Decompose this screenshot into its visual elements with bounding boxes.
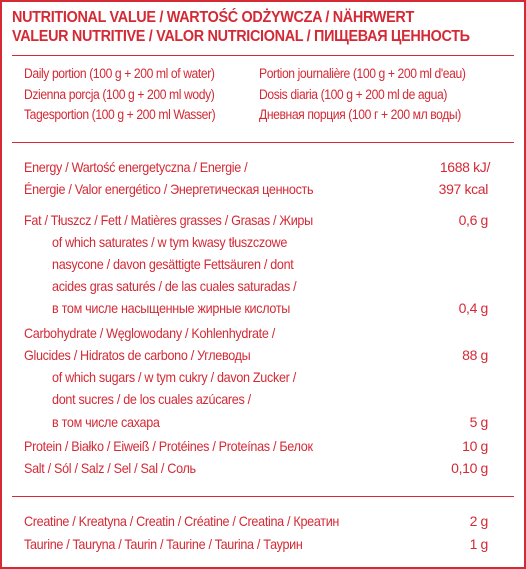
- creatine-label: Creatine / Kreatyna / Creatin / Créatine / Creatina / Креатин: [24, 513, 340, 529]
- title-line-1: NUTRITIONAL VALUE / WARTOŚĆ ODŻYWCZA / NÄHRWERT: [12, 9, 414, 26]
- divider: [12, 142, 514, 143]
- sugars-line: [52, 366, 488, 389]
- saturates-text: nasycone / davon gesättigte Fettsäuren / dont: [52, 256, 294, 272]
- saturates-line: [52, 253, 488, 276]
- energy-label-2: Énergie / Valor energético / Энергетическая ценность: [24, 181, 314, 197]
- portion-pl: Dzienna porcja (100 g + 200 ml wody): [24, 86, 215, 102]
- saturates-value: 0,4 g: [458, 300, 488, 316]
- sugars-line: [52, 388, 488, 411]
- energy-kj-value: 1688 kJ/: [439, 159, 490, 175]
- divider: [12, 496, 514, 497]
- saturates-line: [52, 231, 488, 254]
- sugars-value: 5 g: [469, 414, 488, 430]
- portion-fr: Portion journalière (100 g + 200 ml d'eau): [259, 66, 466, 81]
- saturates-text: в том числе насыщенные жирные кислоты: [52, 300, 291, 316]
- saturates-line: [52, 275, 488, 298]
- protein-row: [24, 435, 488, 458]
- salt-row: [24, 457, 488, 480]
- saturates-text: acides gras saturés / de las cuales saturadas /: [52, 278, 297, 294]
- sugars-line: [52, 411, 488, 434]
- salt-value: 0,10 g: [451, 460, 488, 476]
- creatine-row: [24, 510, 488, 533]
- carbohydrate-row: [24, 322, 488, 345]
- salt-label: Salt / Sól / Salz / Sel / Sal / Соль: [24, 460, 196, 476]
- portion-es: Dosis diaria (100 g + 200 ml de agua): [259, 86, 447, 102]
- carbohydrate-value: 88 g: [462, 347, 488, 363]
- creatine-value: 2 g: [469, 513, 488, 529]
- fat-row: [24, 209, 488, 232]
- saturates-line: [52, 297, 488, 320]
- portion-de: Tagesportion (100 g + 200 ml Wasser): [24, 107, 216, 122]
- portion-ru: Дневная порция (100 г + 200 мл воды): [259, 107, 461, 122]
- sugars-text: в том числе сахара: [52, 414, 160, 430]
- taurine-row: [24, 533, 488, 556]
- fat-value: 0,6 g: [458, 212, 488, 228]
- energy-kcal-value: 397 kcal: [438, 181, 488, 197]
- protein-label: Protein / Białko / Eiweiß / Protéines / Proteínas / Белок: [24, 438, 313, 454]
- portion-left: [24, 64, 215, 126]
- saturates-text: of which saturates / w tym kwasy tłuszczowe: [52, 234, 288, 250]
- nutrition-title: [12, 8, 470, 46]
- carbohydrate-label-2: Glucides / Hidratos de carbono / Углеводы: [24, 347, 251, 363]
- portion-en: Daily portion (100 g + 200 ml of water): [24, 66, 215, 81]
- protein-value: 10 g: [462, 438, 488, 454]
- fat-label: Fat / Tłuszcz / Fett / Matières grasses / Grasas / Жиры: [24, 212, 313, 228]
- taurine-value: 1 g: [469, 536, 488, 552]
- energy-label: Energy / Wartość energetyczna / Energie /: [24, 159, 248, 175]
- carbohydrate-row-2: [24, 344, 488, 367]
- sugars-text: dont sucres / de los cuales azúcares /: [52, 391, 251, 407]
- sugars-text: of which sugars / w tym cukry / davon Zucker /: [52, 369, 296, 385]
- energy-row: [24, 156, 488, 179]
- title-line-2: VALEUR NUTRITIVE / VALOR NUTRICIONAL / ПИЩЕВАЯ ЦЕННОСТЬ: [12, 28, 470, 45]
- portion-right: [259, 64, 466, 126]
- carbohydrate-label: Carbohydrate / Węglowodany / Kohlenhydrate /: [24, 325, 275, 341]
- divider: [12, 55, 514, 56]
- taurine-label: Taurine / Tauryna / Taurin / Taurine / Taurina / Таурин: [24, 536, 303, 552]
- energy-row-2: [24, 178, 488, 201]
